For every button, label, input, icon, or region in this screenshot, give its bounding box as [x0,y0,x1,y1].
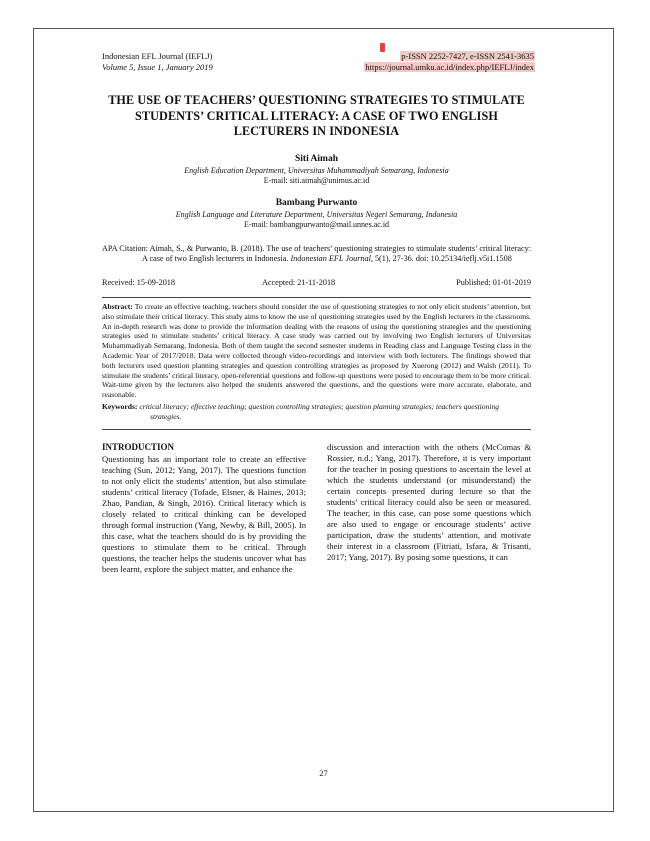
journal-url-link[interactable]: https://journal.umku.ac.id/index.php/IEFLJ/index [365,62,534,72]
page-content [102,51,534,658]
body-columns [102,442,531,658]
issn-text: p-ISSN 2252-7427, e-ISSN 2541-3635 [401,51,534,61]
journal-name: Indonesian EFL Journal (IEFLJ) [102,51,213,61]
running-header [102,51,534,81]
author-name: Bambang Purwanto [275,197,358,208]
paper-title: THE USE OF TEACHERS’ QUESTIONING STRATEGIES TO STIMULATE STUDENTS’ CRITICAL LITERACY: A CASE OF TWO ENGLISH LECTURERS IN INDONESIA [108,93,525,138]
author-email: E-mail: siti.aimah@unimus.ac.id [263,175,370,185]
paper-page [33,28,614,812]
divider [102,297,531,298]
apa-citation: APA Citation: Aimah, S., & Purwanto, B. (2018). The use of teachers’ questioning strategies to stimulate students’ critical literacy: A case of two English lecturers in Indonesia. Indonesian EFL Journal, 5(1), 27-36. doi: 10.25134/ieflj.v5i1.1508 [102,243,531,263]
published-date: Published: 01-01-2019 [456,278,531,288]
annotation-marker-icon [380,43,385,52]
column-left [102,442,306,575]
author-affiliation: English Education Department, Universitas Muhammadiyah Semarang, Indonesia [184,165,449,175]
abstract: Abstract: To create an effective teaching, teachers should consider the use of questioning strategies to not only elicit students’ attention, but also stimulate their critical literacy. This study aims to know the use of questioning strategies used by the English lecturers in the classrooms. An in-depth research was done to provide the information dealing with the reasons of using the questioning strategies and the questioning strategies used to stimulate students’ critical literacy. A case study was carried out by involving two English lecturers of Universitas Muhammadiyah Semarang, Indonesia. Both of them taught the second semester students in Reading class and Language Testing class in the Academic Year of 2017/2018. Data were collected through video-recordings and interview with both lecturers. The findings showed that both lecturers used question planning strategies and question controlling strategies as proposed by Xuerong (2012) and Walsh (2011). To stimulate the students’ critical literacy, open-referential questions and follow-up questions were posed to encourage them to be more critical. Wait-time given by the lecturers also helped the students answered the questions, and the questions were more accurate, elaborate, and reasonable. [102,302,531,400]
author-affiliation: English Language and Literature Department, Universitas Negeri Semarang, Indonesia [175,209,458,219]
section-heading: INTRODUCTION [102,441,175,452]
page-number: 27 [319,768,328,778]
column-right [327,442,531,563]
keywords: Keywords: critical literacy; effective teaching; question controlling strategies; question planning strategies; teachers questioning strategies. [102,402,500,421]
publication-dates [102,278,531,290]
divider [102,429,531,430]
accepted-date: Accepted: 21-11-2018 [262,278,336,288]
author-email: E-mail: bambangpurwanto@mail.unnes.ac.id [243,219,390,229]
received-date: Received: 15-09-2018 [102,278,175,288]
journal-issn-info [364,51,535,73]
journal-volume: Volume 5, Issue 1, January 2019 [102,62,213,72]
journal-info [102,51,213,73]
author-name: Siti Aimah [294,153,339,164]
body-text: Questioning has an important role to create an effective teaching (Sun, 2012; Yang, 2017). The questions function to not only elicit the students’ attention, but also stimulate students’ critical literacy (Tofade, Elsner, & Haines, 2013; Zhao, Pandian, & Singh, 2016). Critical literacy which is closely related to critical thinking can be developed through formal instruction (Yang, Newby, & Bill, 2005). In this case, what the teachers should do is by providing the questions to stimulate them to be critical. Through questions, the teacher helps the students uncover what has been learnt, explore the subject matter, and enhance the [102,453,306,574]
body-text: discussion and interaction with the others (McComas & Rossier, n.d.; Yang, 2017). Therefore, it is very important for the teacher in posing questions to ascertain the level at which the students understand (or misunderstand) the certain concepts presented during lecture so that the students’ critical literacy could also be seen or measured. The teacher, in this case, can pose some questions which are also used to engage or encourage students’ active participation, draw the students’ attention, and motivate their interest in a classroom (Fitriati, Isfara, & Trisanti, 2017; Yang, 2017). By posing some questions, it can [327,441,531,562]
